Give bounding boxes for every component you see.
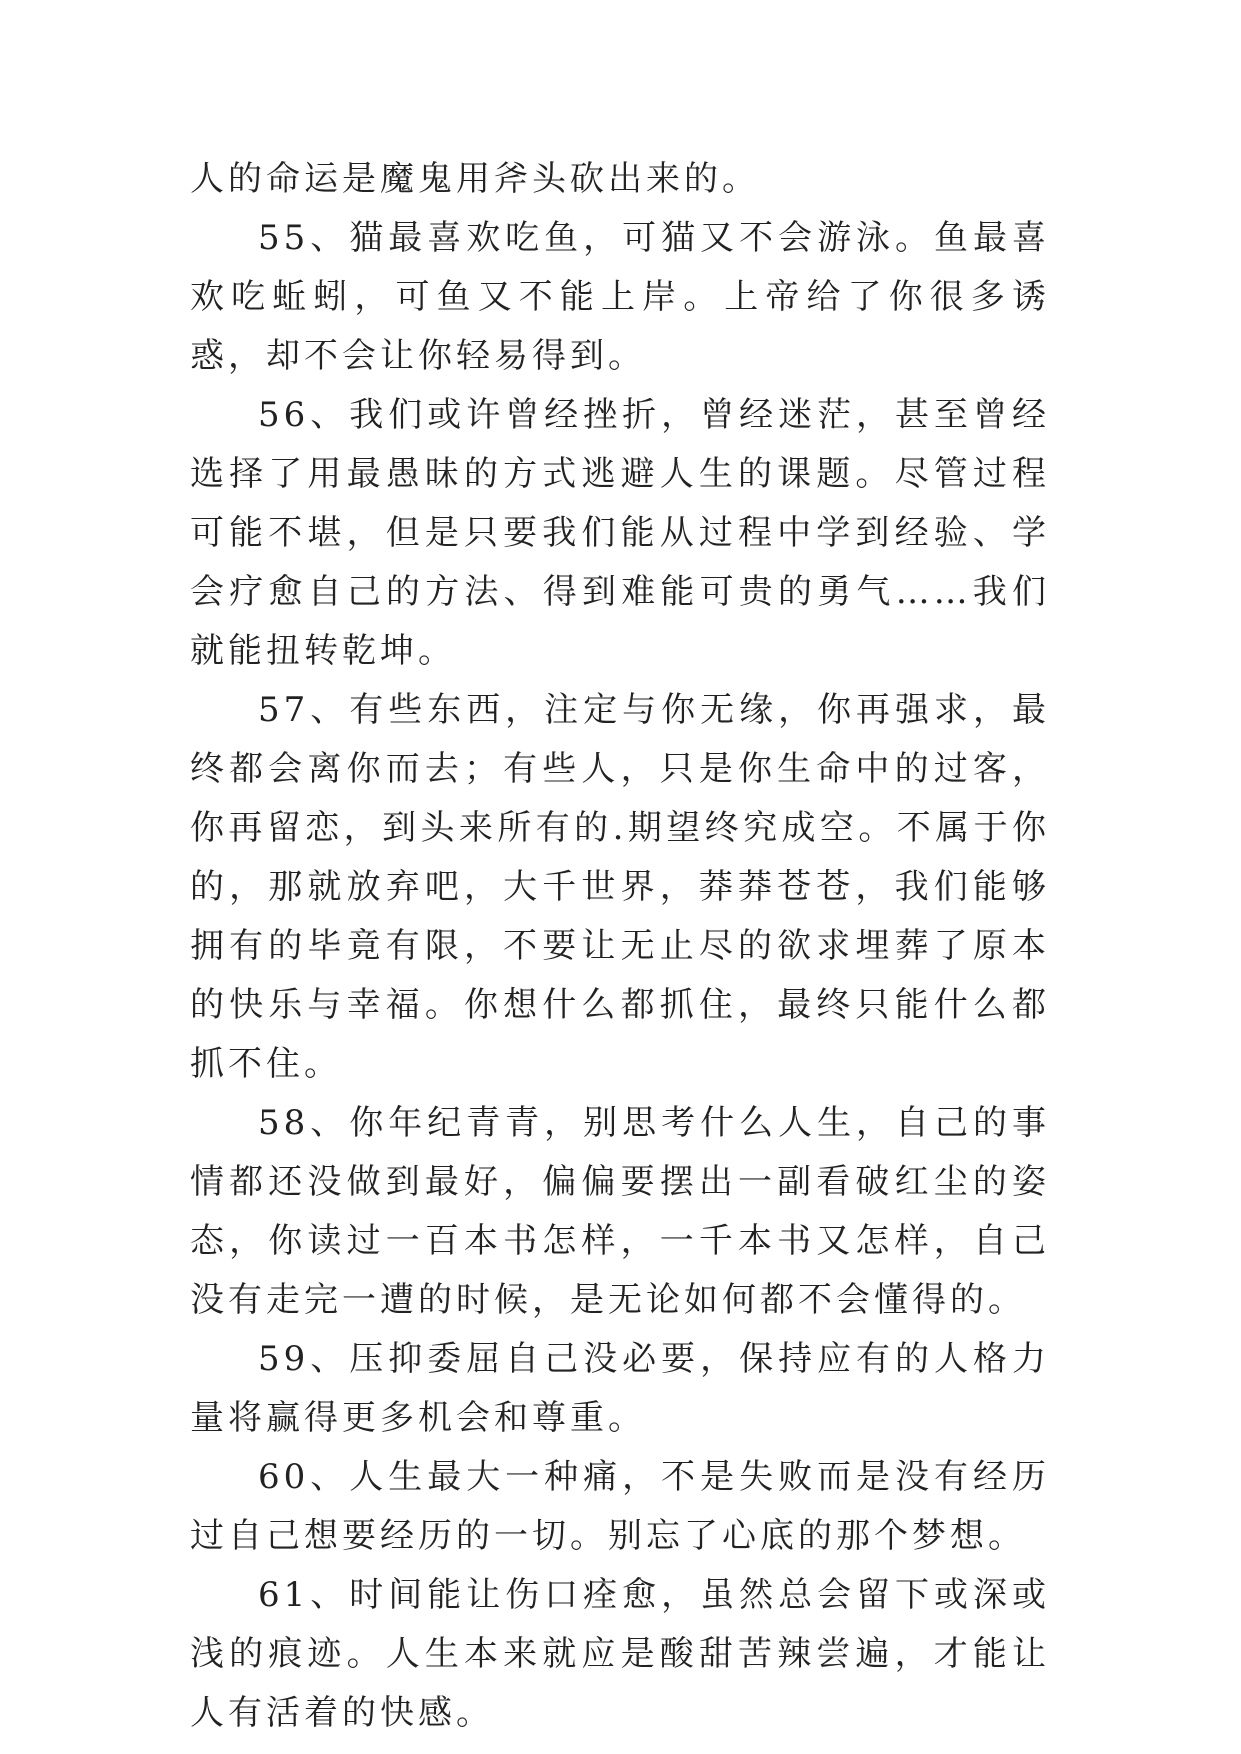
paragraph-59: 59、压抑委屈自己没必要，保持应有的人格力量将赢得更多机会和尊重。 bbox=[190, 1339, 1050, 1438]
paragraph-56: 56、我们或许曾经挫折，曾经迷茫，甚至曾经选择了用最愚昧的方式逃避人生的课题。尽管过程可能不堪，但是只要我们能从过程中学到经验、学会疗愈自己的方法、得到难能可贵的勇气……我们就能扭转乾坤。 bbox=[190, 395, 1050, 671]
document-body bbox=[190, 150, 1050, 1743]
paragraph-continuation: 人的命运是魔鬼用斧头砍出来的。 bbox=[190, 159, 760, 199]
paragraph-60: 60、人生最大一种痛，不是失败而是没有经历过自己想要经历的一切。别忘了心底的那个梦想。 bbox=[190, 1457, 1050, 1556]
paragraph-57: 57、有些东西，注定与你无缘，你再强求，最终都会离你而去；有些人，只是你生命中的过客，你再留恋，到头来所有的.期望终究成空。不属于你的，那就放弃吧，大千世界，莽莽苍苍，我们能够拥有的毕竟有限，不要让无止尽的欲求埋葬了原本的快乐与幸福。你想什么都抓住，最终只能什么都抓不住。 bbox=[190, 690, 1050, 1084]
paragraph-58: 58、你年纪青青，别思考什么人生，自己的事情都还没做到最好，偏偏要摆出一副看破红尘的姿态，你读过一百本书怎样，一千本书又怎样，自己没有走完一遭的时候，是无论如何都不会懂得的。 bbox=[190, 1103, 1050, 1320]
paragraph-61: 61、时间能让伤口痊愈，虽然总会留下或深或浅的痕迹。人生本来就应是酸甜苦辣尝遍，才能让人有活着的快感。 bbox=[190, 1575, 1050, 1733]
paragraph-55: 55、猫最喜欢吃鱼，可猫又不会游泳。鱼最喜欢吃蚯蚓，可鱼又不能上岸。上帝给了你很多诱惑，却不会让你轻易得到。 bbox=[190, 218, 1050, 376]
